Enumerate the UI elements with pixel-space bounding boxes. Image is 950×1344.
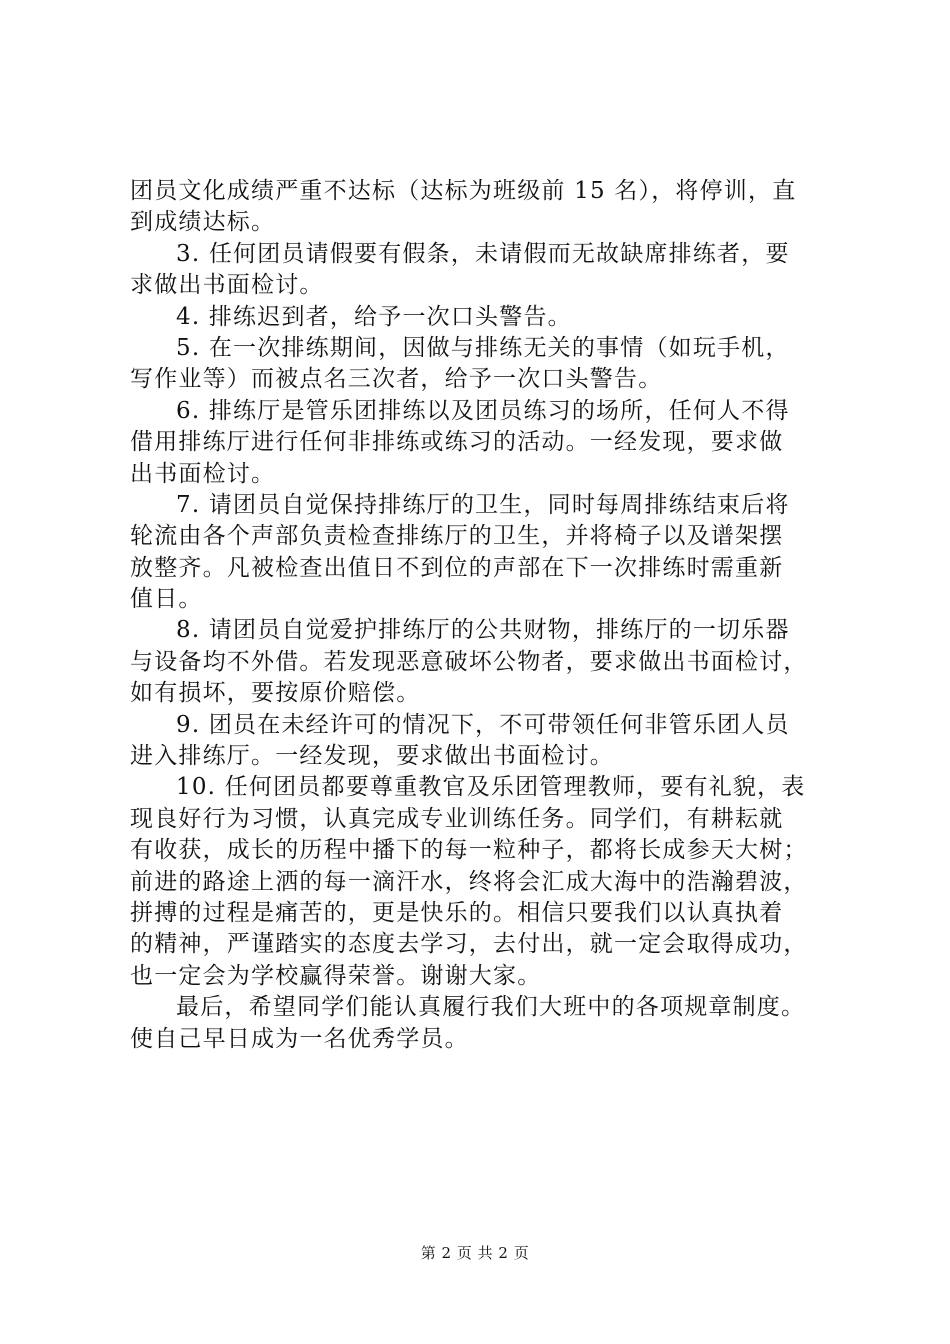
text-line: 4. 排练迟到者，给予一次口头警告。 (176, 303, 572, 330)
text-line: 8. 请团员自觉爱护排练厅的公共财物，排练厅的一切乐器 (176, 617, 790, 644)
text-line: 轮流由各个声部负责检查排练厅的卫生，并将椅子以及谱架摆 (130, 523, 784, 550)
text-line: 现良好行为习惯，认真完成专业训练任务。同学们，有耕耘就 (130, 805, 784, 832)
text-line: 值日。 (130, 586, 203, 613)
text-line: 使自己早日成为一名优秀学员。 (130, 1025, 469, 1052)
text-line: 放整齐。凡被检查出值日不到位的声部在下一次排练时需重新 (130, 554, 784, 581)
text-line: 有收获，成长的历程中播下的每一粒种子，都将长成参天大树； (130, 837, 808, 864)
text-line: 如有损坏，要按原价赔偿。 (130, 680, 421, 707)
text-line: 前进的路途上洒的每一滴汗水，终将会汇成大海中的浩瀚碧波， (130, 868, 808, 895)
text-line: 3. 任何团员请假要有假条，未请假而无故缺席排练者，要 (176, 240, 790, 267)
text-line: 写作业等）而被点名三次者，给予一次口头警告。 (130, 366, 663, 393)
text-line: 最后，希望同学们能认真履行我们大班中的各项规章制度。 (176, 994, 806, 1021)
page-number-footer: 第 2 页 共 2 页 (420, 1244, 530, 1262)
text-line: 10. 任何团员都要尊重教官及乐团管理教师，要有礼貌，表 (176, 774, 806, 801)
text-line: 团员文化成绩严重不达标（达标为班级前 15 名），将停训，直 (130, 178, 797, 204)
text-line: 求做出书面检讨。 (130, 272, 324, 299)
text-line: 也一定会为学校赢得荣誉。谢谢大家。 (130, 962, 542, 989)
text-line: 9. 团员在未经许可的情况下，不可带领任何非管乐团人员 (176, 711, 790, 738)
text-line: 5. 在一次排练期间，因做与排练无关的事情（如玩手机， (176, 334, 790, 361)
document-body (130, 176, 850, 1055)
text-line: 拼搏的过程是痛苦的，更是快乐的。相信只要我们以认真执着 (130, 899, 784, 926)
text-line: 与设备均不外借。若发现恶意破坏公物者，要求做出书面检讨， (130, 648, 808, 675)
text-line: 进入排练厅。一经发现，要求做出书面检讨。 (130, 743, 614, 770)
text-line: 7. 请团员自觉保持排练厅的卫生，同时每周排练结束后将 (176, 491, 790, 518)
text-line: 到成绩达标。 (130, 209, 276, 236)
text-line: 的精神，严谨踏实的态度去学习，去付出，就一定会取得成功， (130, 931, 808, 958)
text-line: 借用排练厅进行任何非排练或练习的活动。一经发现，要求做 (130, 429, 784, 456)
text-line: 6. 排练厅是管乐团排练以及团员练习的场所，任何人不得 (176, 397, 790, 424)
text-line: 出书面检讨。 (130, 460, 276, 487)
